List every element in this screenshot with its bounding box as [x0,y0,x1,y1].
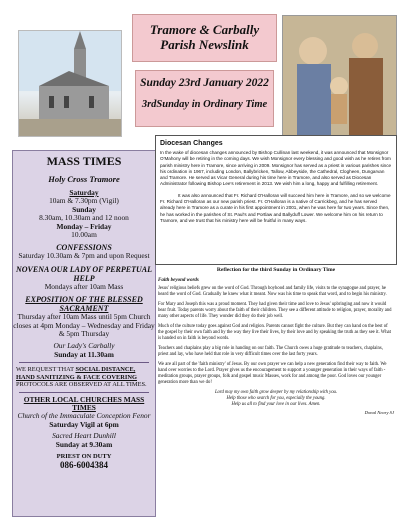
church-photo [18,30,122,137]
sunday-label: Sunday [72,204,96,214]
exposition-label: EXPOSITION OF THE BLESSED SACRAMENT [25,295,143,314]
confessions-label: CONFESSIONS [56,243,112,253]
priest-on-duty-phone: 086-6004384 [60,460,108,471]
saturday-label: Saturday [69,188,99,197]
date-box [135,70,274,127]
reflection-heading: Faith beyond words [158,278,199,283]
novena-times: Mondays after 10am Mass [44,281,124,291]
mass-times-heading: MASS TIMES [46,154,122,168]
carbally-times: Sunday at 11.30am [54,349,114,359]
saturday-times: 10am & 7.30pm (Vigil) [49,196,119,206]
weekday-times: 10.00am [71,230,97,240]
reflection-paragraph-5: We are all part of the 'faith ministry' of Jesus. By our own prayer we can help a new generation find their way to faith. We hand over worries to the Lord. Prayer gives us the encouragement to support a younger generation in their ways of faith - meditation groups, prayer groups, folk and gospel music Masses, work for and among the poor. God loves our younger generation more than we do! [158,362,387,385]
prayer-line-3: Help us all to find your love in our lives. Amen. [231,402,321,407]
diocesan-paragraph-1: In the wake of diocesan changes announced by Bishop Cullinan last weekend, it was announced that Monsignor O'Mahony will be retiring in the coming days. We wish Monsignor every blessing and good wish as he retires from parish ministry here in Tramore, since arriving in 2009. Monsignor has served as a priest in various parishes since his ordination in 1967, including London, Ballybricken, Tallow, Abbeyside, the Cathedral, Clogheen, Dungarvan and Tramore. He served as Vicar General during his time here in Tramore, and also served as Diocesan Administrator following Bishop Lee's retirement in 2013. We wish him a long, happy and fulfilling retirement. [160,150,392,187]
sunday-times: 8.30am, 10.30am and 12 noon [39,213,129,223]
fenor-time: Saturday Vigil at 6pm [49,419,119,429]
issue-date: Sunday 23rd January 2022 [140,77,269,89]
holy-family-image [282,15,397,140]
other-churches-label: OTHER LOCAL CHURCHES MASS TIMES [23,394,145,412]
divider [19,362,149,363]
liturgical-week: 3rdSunday in Ordinary Time [141,99,268,110]
priest-on-duty-label: PRIEST ON DUTY [56,452,112,460]
reflection-paragraph-4: Teachers and chaplains play a big role in handing on our faith. The Church owes a huge gratitude to teachers, chaplains, priest and lay, who have held that role in very difficult times over the last forty years. [158,346,383,357]
fenor-church: Church of the Immaculate Conception Fenor [17,411,151,421]
reflection-prayer [158,390,394,408]
diocesan-paragraph-2: It was also announced that Fr. Richard O'Halloran will succeed him here in Tramore, and so we welcome Fr. Richard O'Halloran as our new parish priest. Fr. O'Halloran is a native of Carrickbeg, and he has served already here in Tramore as a curate in his first appointment in 2001, when he was here for two years. Since then, he has worked in the parishes of St. Paul's and Portlaw and Ballyduff Lower. We welcome him on his return to Tramore, and we trust that his ministry here will be fruitful in many ways. [160,192,391,223]
mass-times-panel [12,150,156,517]
novena-label: NOVENA OUR LADY OF PERPETUAL HELP [15,264,152,283]
dunhill-church: Sacred Heart Dunhill [52,431,116,441]
exposition-times: Thursday after 10am Mass until 5pm Church closes at 4pm Monday – Wednesday and Friday & 5pm Thursday [13,312,155,339]
weekday-label: Monday – Friday [56,221,112,231]
reflection-paragraph-1: Jesus' religious beliefs grew on the word of God. Through boyhood and family life, visits to the synagogue and prayer, he heard the word of God. Gradually he knew what it meant. Now was his time to speak that word, and to begin his ministry. [158,286,387,297]
diocesan-changes-box [155,135,397,265]
diocesan-changes-title: Diocesan Changes [160,140,223,147]
newsletter-title-box [132,14,277,62]
carbally-label: Our Lady's Carbally [53,341,115,351]
notice-suffix: PROTOCOLS ARE OBSERVED AT ALL TIMES. [16,381,147,389]
title-line-2: Parish Newslink [160,37,249,52]
title-line-1: Tramore & Carbally [149,22,260,37]
prayer-line-2: Help those who search for you, especially the young. [226,396,326,401]
prayer-line-1: Lord may my own faith grow deeper by my relationship with you. [214,390,338,395]
divider [19,392,149,393]
reflection-title: Reflection for the third Sunday in Ordinary Time [216,267,336,273]
reflection-author: Donal Neary SJ [364,410,394,415]
reflection-section [158,267,394,517]
reflection-paragraph-3: Much of the culture today goes against God and religion. Parents cannot fight the culture. But they can hand on the best of the gospel by their own faith and by the way they live their lives, by their love and by speaking the truth as they see it. What is handed on in faith is beyond words. [158,324,391,341]
notice-emphasis: SOCIAL DISTANCE, HAND SANITIZING & FACE COVERING [16,366,137,381]
church-name: Holy Cross Tramore [48,174,120,184]
confessions-times: Saturday 10.30am & 7pm and upon Request [18,251,150,261]
reflection-paragraph-2: For Mary and Joseph this was a proud moment. They had given their time and love to Jesus' upbringing and now it would bear fruit. Today parents worry about the faith of their children. They see a different attitude to religion, prayer, morality and many other aspects of life. They wonder did they do their job well. [158,302,392,319]
covid-notice [13,366,155,388]
notice-prefix: WE REQUEST THAT [16,366,76,374]
dunhill-time: Sunday at 9.30am [55,439,113,449]
